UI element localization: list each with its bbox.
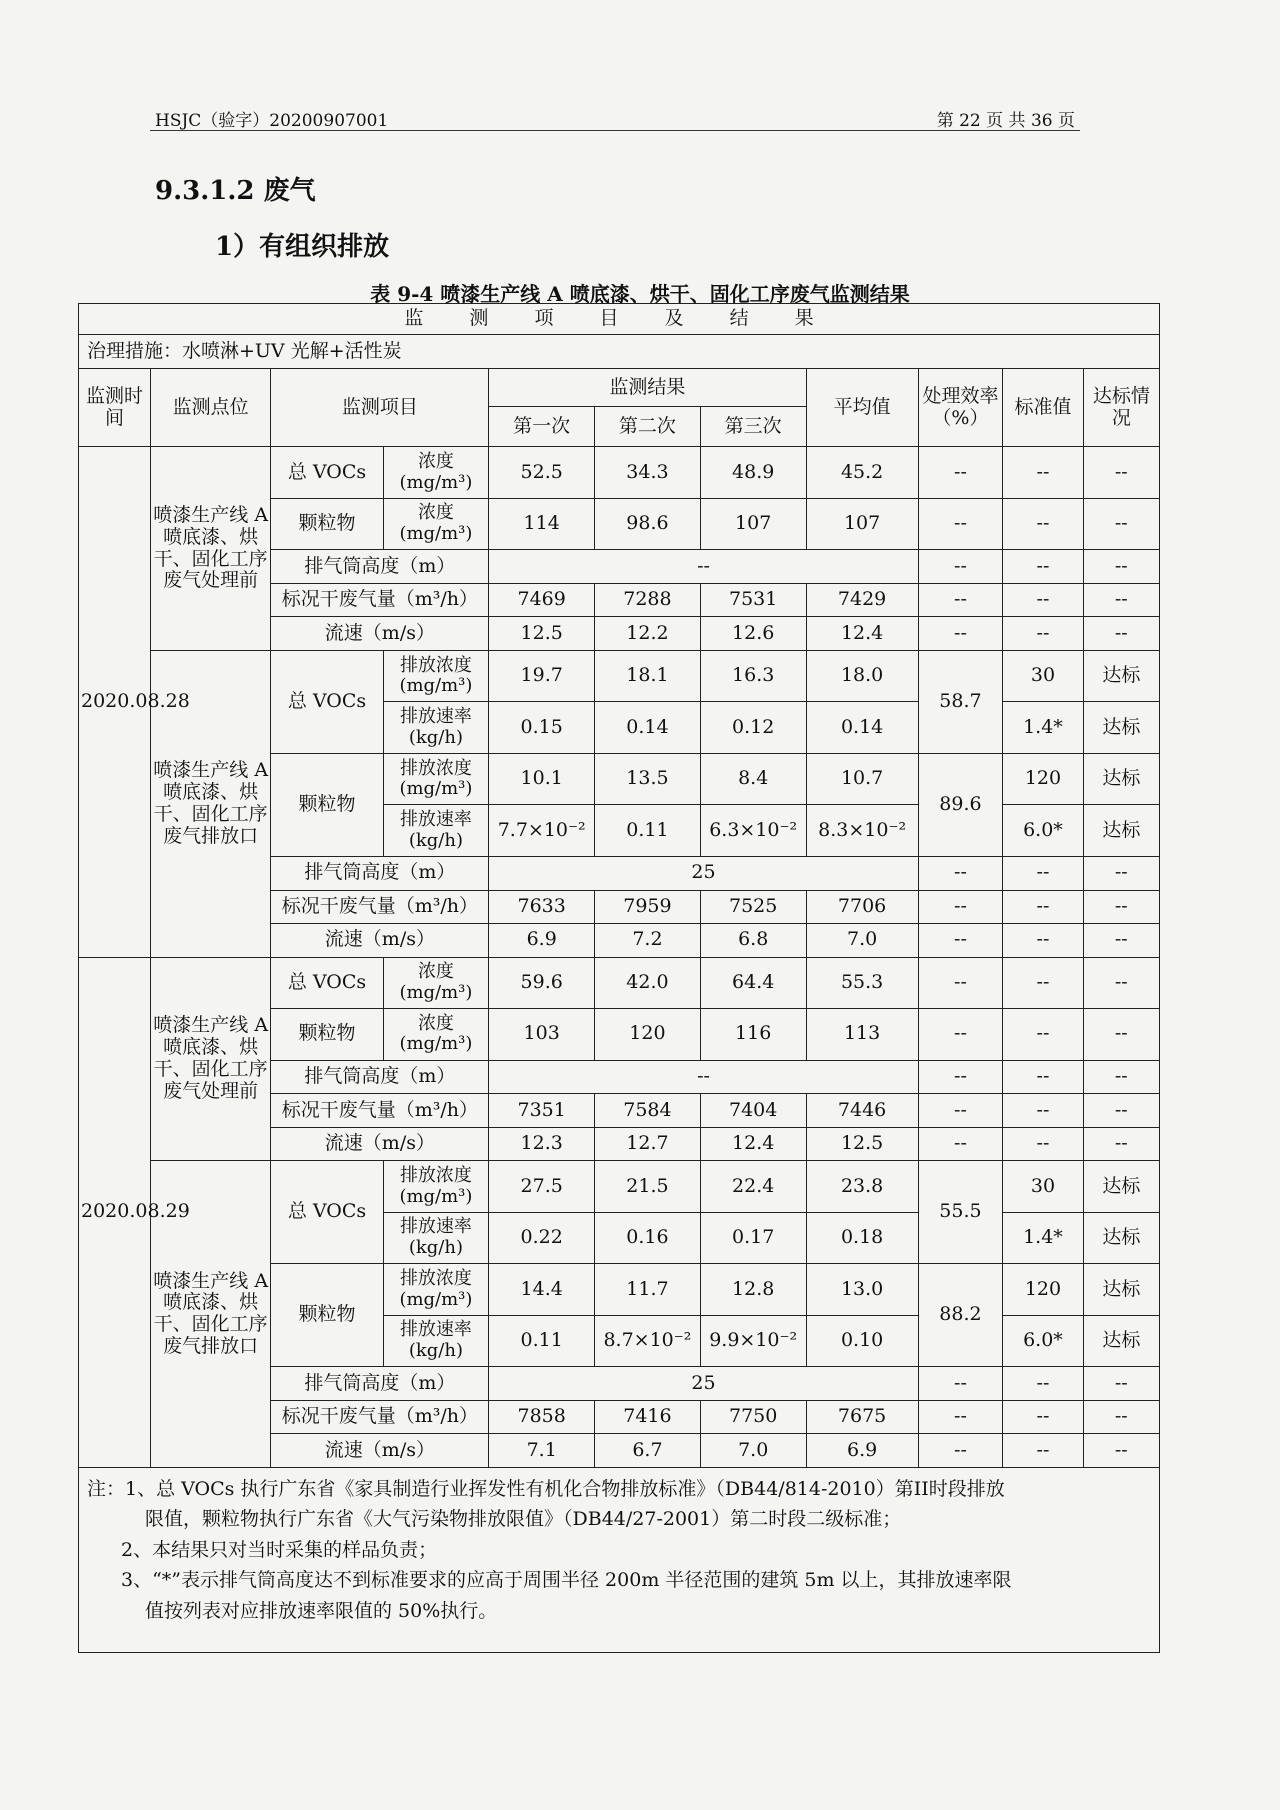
dash-cell: -- <box>1083 1094 1159 1128</box>
dash-cell: -- <box>918 447 1003 498</box>
dash-cell: -- <box>1003 1094 1083 1128</box>
value-cell: 7446 <box>806 1094 918 1128</box>
dash-cell: -- <box>1083 1367 1159 1401</box>
dash-cell: -- <box>918 1434 1003 1468</box>
dash-cell: -- <box>1003 856 1083 890</box>
value-cell: 6.9 <box>489 924 595 958</box>
dash-cell: -- <box>918 1127 1003 1161</box>
col-header-run2: 第二次 <box>595 406 701 446</box>
item-speed: 流速（m/s） <box>271 1127 489 1161</box>
value-cell: 0.14 <box>806 702 918 753</box>
status-pass: 达标 <box>1083 753 1159 804</box>
value-cell: 9.9×10⁻² <box>700 1315 806 1366</box>
value-cell: 12.6 <box>700 617 806 651</box>
unit-emis-rate: 排放速率(kg/h) <box>383 702 489 753</box>
value-cell: 13.0 <box>806 1264 918 1315</box>
item-flow: 标况干废气量（m³/h） <box>271 1094 489 1128</box>
value-cell: 27.5 <box>489 1161 595 1212</box>
dash-cell: -- <box>1083 890 1159 924</box>
dash-cell: -- <box>1003 583 1083 617</box>
item-vocs: 总 VOCs <box>271 1161 383 1264</box>
dash-cell: -- <box>1083 1009 1159 1060</box>
report-number: HSJC（验字）20200907001 <box>155 111 389 131</box>
value-cell: 34.3 <box>595 447 701 498</box>
stack-height-value: -- <box>489 1060 918 1094</box>
dash-cell: -- <box>1083 617 1159 651</box>
value-cell: 16.3 <box>700 650 806 701</box>
unit-emis-rate: 排放速率(kg/h) <box>383 805 489 856</box>
dash-cell: -- <box>918 957 1003 1008</box>
value-cell: 7416 <box>595 1400 701 1434</box>
dash-cell: -- <box>1003 498 1083 549</box>
value-cell: 22.4 <box>700 1161 806 1212</box>
value-cell: 12.4 <box>806 617 918 651</box>
notes <box>79 1468 1160 1653</box>
value-cell: 8.3×10⁻² <box>806 805 918 856</box>
stack-height-value: -- <box>489 550 918 584</box>
dash-cell: -- <box>1003 1060 1083 1094</box>
stack-height-value: 25 <box>489 856 918 890</box>
item-speed: 流速（m/s） <box>271 617 489 651</box>
dash-cell: -- <box>1003 1127 1083 1161</box>
value-cell: 64.4 <box>700 957 806 1008</box>
value-cell: 6.7 <box>595 1434 701 1468</box>
value-cell: 12.3 <box>489 1127 595 1161</box>
unit-emis-conc: 排放浓度(mg/m³) <box>383 1264 489 1315</box>
note-1b: 限值，颗粒物执行广东省《大气污染物排放限值》（DB44/27-2001）第二时段二级标准； <box>145 1508 902 1531</box>
notes-row <box>79 1468 1160 1653</box>
value-cell: 7706 <box>806 890 918 924</box>
col-header-run1: 第一次 <box>489 406 595 446</box>
note-2: 2、本结果只对当时采集的样品负责； <box>121 1538 438 1561</box>
value-cell: 7584 <box>595 1094 701 1128</box>
status-pass: 达标 <box>1083 1315 1159 1366</box>
monitoring-table <box>78 303 1160 1653</box>
item-speed: 流速（m/s） <box>271 1434 489 1468</box>
efficiency-vocs: 55.5 <box>918 1161 1003 1264</box>
std-value: 120 <box>1003 753 1083 804</box>
value-cell: 0.18 <box>806 1212 918 1263</box>
value-cell: 6.8 <box>700 924 806 958</box>
value-cell: 107 <box>700 498 806 549</box>
header-divider <box>150 130 1080 131</box>
item-vocs: 总 VOCs <box>271 447 383 498</box>
page-number: 第 22 页 共 36 页 <box>936 111 1075 131</box>
value-cell: 7959 <box>595 890 701 924</box>
col-header-run3: 第三次 <box>700 406 806 446</box>
value-cell: 7404 <box>700 1094 806 1128</box>
unit-emis-conc: 排放浓度(mg/m³) <box>383 650 489 701</box>
dash-cell: -- <box>1083 550 1159 584</box>
stack-height-value: 25 <box>489 1367 918 1401</box>
value-cell: 6.9 <box>806 1434 918 1468</box>
value-cell: 0.16 <box>595 1212 701 1263</box>
value-cell: 120 <box>595 1009 701 1060</box>
dash-cell: -- <box>918 890 1003 924</box>
value-cell: 12.8 <box>700 1264 806 1315</box>
value-cell: 7750 <box>700 1400 806 1434</box>
value-cell: 7633 <box>489 890 595 924</box>
dash-cell: -- <box>1083 856 1159 890</box>
note-3b: 值按列表对应排放速率限值的 50%执行。 <box>145 1599 498 1622</box>
subsection-title: 1）有组织排放 <box>215 232 390 262</box>
table-row <box>79 957 1160 1008</box>
page-header <box>155 106 1075 130</box>
item-pm: 颗粒物 <box>271 1009 383 1060</box>
item-flow: 标况干废气量（m³/h） <box>271 583 489 617</box>
value-cell: 10.1 <box>489 753 595 804</box>
dash-cell: -- <box>918 1367 1003 1401</box>
efficiency-pm: 88.2 <box>918 1264 1003 1367</box>
value-cell: 13.5 <box>595 753 701 804</box>
item-stack-height: 排气筒高度（m） <box>271 856 489 890</box>
value-cell: 23.8 <box>806 1161 918 1212</box>
value-cell: 12.5 <box>806 1127 918 1161</box>
value-cell: 0.15 <box>489 702 595 753</box>
col-header-item: 监测项目 <box>271 368 489 446</box>
dash-cell: -- <box>918 1094 1003 1128</box>
item-stack-height: 排气筒高度（m） <box>271 1367 489 1401</box>
col-header-eff: 处理效率（%） <box>918 368 1003 446</box>
point-after: 喷漆生产线 A 喷底漆、烘干、固化工序废气排放口 <box>150 650 271 957</box>
point-after: 喷漆生产线 A 喷底漆、烘干、固化工序废气排放口 <box>150 1161 271 1468</box>
std-value: 120 <box>1003 1264 1083 1315</box>
item-pm: 颗粒物 <box>271 753 383 856</box>
dash-cell: -- <box>918 1009 1003 1060</box>
value-cell: 21.5 <box>595 1161 701 1212</box>
std-value: 1.4* <box>1003 1212 1083 1263</box>
unit-conc: 浓度(mg/m³) <box>383 1009 489 1060</box>
value-cell: 7525 <box>700 890 806 924</box>
dash-cell: -- <box>1083 924 1159 958</box>
item-stack-height: 排气筒高度（m） <box>271 550 489 584</box>
value-cell: 48.9 <box>700 447 806 498</box>
status-pass: 达标 <box>1083 1212 1159 1263</box>
value-cell: 0.22 <box>489 1212 595 1263</box>
value-cell: 11.7 <box>595 1264 701 1315</box>
dash-cell: -- <box>1083 957 1159 1008</box>
unit-emis-conc: 排放浓度(mg/m³) <box>383 1161 489 1212</box>
monitoring-date: 2020.08.29 <box>79 957 151 1467</box>
value-cell: 10.7 <box>806 753 918 804</box>
col-header-avg: 平均值 <box>806 368 918 446</box>
dash-cell: -- <box>1003 924 1083 958</box>
item-flow: 标况干废气量（m³/h） <box>271 890 489 924</box>
dash-cell: -- <box>1003 1009 1083 1060</box>
value-cell: 0.10 <box>806 1315 918 1366</box>
std-value: 30 <box>1003 650 1083 701</box>
status-pass: 达标 <box>1083 1161 1159 1212</box>
col-header-std: 标准值 <box>1003 368 1083 446</box>
value-cell: 59.6 <box>489 957 595 1008</box>
dash-cell: -- <box>1083 1434 1159 1468</box>
value-cell: 0.11 <box>489 1315 595 1366</box>
point-before: 喷漆生产线 A 喷底漆、烘干、固化工序废气处理前 <box>150 957 271 1161</box>
table-row <box>79 1161 1160 1212</box>
value-cell: 7.7×10⁻² <box>489 805 595 856</box>
dash-cell: -- <box>1003 957 1083 1008</box>
value-cell: 7351 <box>489 1094 595 1128</box>
status-pass: 达标 <box>1083 805 1159 856</box>
table-row <box>79 447 1160 498</box>
value-cell: 7288 <box>595 583 701 617</box>
note-3a: 3、“*”表示排气筒高度达不到标准要求的应高于周围半径 200m 半径范围的建筑 5m 以上，其排放速率限 <box>121 1569 1012 1592</box>
dash-cell: -- <box>918 550 1003 584</box>
item-pm: 颗粒物 <box>271 1264 383 1367</box>
col-header-results: 监测结果 <box>489 368 806 406</box>
value-cell: 18.1 <box>595 650 701 701</box>
unit-conc: 浓度(mg/m³) <box>383 957 489 1008</box>
dash-cell: -- <box>1003 1400 1083 1434</box>
value-cell: 7675 <box>806 1400 918 1434</box>
col-header-status: 达标情况 <box>1083 368 1159 446</box>
value-cell: 19.7 <box>489 650 595 701</box>
dash-cell: -- <box>918 617 1003 651</box>
status-pass: 达标 <box>1083 650 1159 701</box>
value-cell: 7469 <box>489 583 595 617</box>
dash-cell: -- <box>1003 890 1083 924</box>
value-cell: 55.3 <box>806 957 918 1008</box>
item-speed: 流速（m/s） <box>271 924 489 958</box>
monitoring-date: 2020.08.28 <box>79 447 151 957</box>
value-cell: 8.7×10⁻² <box>595 1315 701 1366</box>
unit-conc: 浓度(mg/m³) <box>383 498 489 549</box>
dash-cell: -- <box>918 924 1003 958</box>
dash-cell: -- <box>918 583 1003 617</box>
value-cell: 12.5 <box>489 617 595 651</box>
table-caption: 表 9-4 喷漆生产线 A 喷底漆、烘干、固化工序废气监测结果 <box>370 282 910 306</box>
value-cell: 0.12 <box>700 702 806 753</box>
dash-cell: -- <box>1003 617 1083 651</box>
dash-cell: -- <box>1003 1367 1083 1401</box>
value-cell: 107 <box>806 498 918 549</box>
table-title: 监 测 项 目 及 结 果 <box>79 304 1160 335</box>
value-cell: 42.0 <box>595 957 701 1008</box>
status-pass: 达标 <box>1083 702 1159 753</box>
value-cell: 7.1 <box>489 1434 595 1468</box>
value-cell: 52.5 <box>489 447 595 498</box>
efficiency-pm: 89.6 <box>918 753 1003 856</box>
value-cell: 113 <box>806 1009 918 1060</box>
col-header-time: 监测时间 <box>79 368 151 446</box>
value-cell: 45.2 <box>806 447 918 498</box>
treatment-measures: 治理措施：水喷淋+UV 光解+活性炭 <box>79 335 1160 369</box>
value-cell: 0.14 <box>595 702 701 753</box>
value-cell: 7.2 <box>595 924 701 958</box>
item-flow: 标况干废气量（m³/h） <box>271 1400 489 1434</box>
item-vocs: 总 VOCs <box>271 957 383 1008</box>
value-cell: 7858 <box>489 1400 595 1434</box>
value-cell: 12.2 <box>595 617 701 651</box>
unit-emis-rate: 排放速率(kg/h) <box>383 1315 489 1366</box>
value-cell: 8.4 <box>700 753 806 804</box>
value-cell: 12.7 <box>595 1127 701 1161</box>
value-cell: 116 <box>700 1009 806 1060</box>
efficiency-vocs: 58.7 <box>918 650 1003 753</box>
value-cell: 7429 <box>806 583 918 617</box>
value-cell: 14.4 <box>489 1264 595 1315</box>
dash-cell: -- <box>1003 447 1083 498</box>
value-cell: 18.0 <box>806 650 918 701</box>
dash-cell: -- <box>918 1400 1003 1434</box>
unit-emis-rate: 排放速率(kg/h) <box>383 1212 489 1263</box>
dash-cell: -- <box>1003 550 1083 584</box>
dash-cell: -- <box>1083 498 1159 549</box>
value-cell: 6.3×10⁻² <box>700 805 806 856</box>
dash-cell: -- <box>918 1060 1003 1094</box>
value-cell: 98.6 <box>595 498 701 549</box>
value-cell: 103 <box>489 1009 595 1060</box>
value-cell: 12.4 <box>700 1127 806 1161</box>
std-value: 6.0* <box>1003 805 1083 856</box>
status-pass: 达标 <box>1083 1264 1159 1315</box>
dash-cell: -- <box>1083 1400 1159 1434</box>
col-header-point: 监测点位 <box>150 368 271 446</box>
value-cell: 114 <box>489 498 595 549</box>
dash-cell: -- <box>1083 583 1159 617</box>
value-cell: 7.0 <box>806 924 918 958</box>
dash-cell: -- <box>918 498 1003 549</box>
value-cell: 0.17 <box>700 1212 806 1263</box>
dash-cell: -- <box>1083 447 1159 498</box>
value-cell: 0.11 <box>595 805 701 856</box>
section-title: 9.3.1.2 废气 <box>155 176 316 206</box>
item-stack-height: 排气筒高度（m） <box>271 1060 489 1094</box>
value-cell: 7.0 <box>700 1434 806 1468</box>
dash-cell: -- <box>1083 1060 1159 1094</box>
note-1a: 注：1、总 VOCs 执行广东省《家具制造行业挥发性有机化合物排放标准》（DB44/814-2010）第II时段排放 <box>87 1478 1005 1501</box>
item-pm: 颗粒物 <box>271 498 383 549</box>
std-value: 1.4* <box>1003 702 1083 753</box>
point-before: 喷漆生产线 A 喷底漆、烘干、固化工序废气处理前 <box>150 447 271 651</box>
dash-cell: -- <box>1083 1127 1159 1161</box>
unit-conc: 浓度(mg/m³) <box>383 447 489 498</box>
std-value: 30 <box>1003 1161 1083 1212</box>
item-vocs: 总 VOCs <box>271 650 383 753</box>
dash-cell: -- <box>918 856 1003 890</box>
table-row <box>79 650 1160 701</box>
value-cell: 7531 <box>700 583 806 617</box>
dash-cell: -- <box>1003 1434 1083 1468</box>
std-value: 6.0* <box>1003 1315 1083 1366</box>
unit-emis-conc: 排放浓度(mg/m³) <box>383 753 489 804</box>
